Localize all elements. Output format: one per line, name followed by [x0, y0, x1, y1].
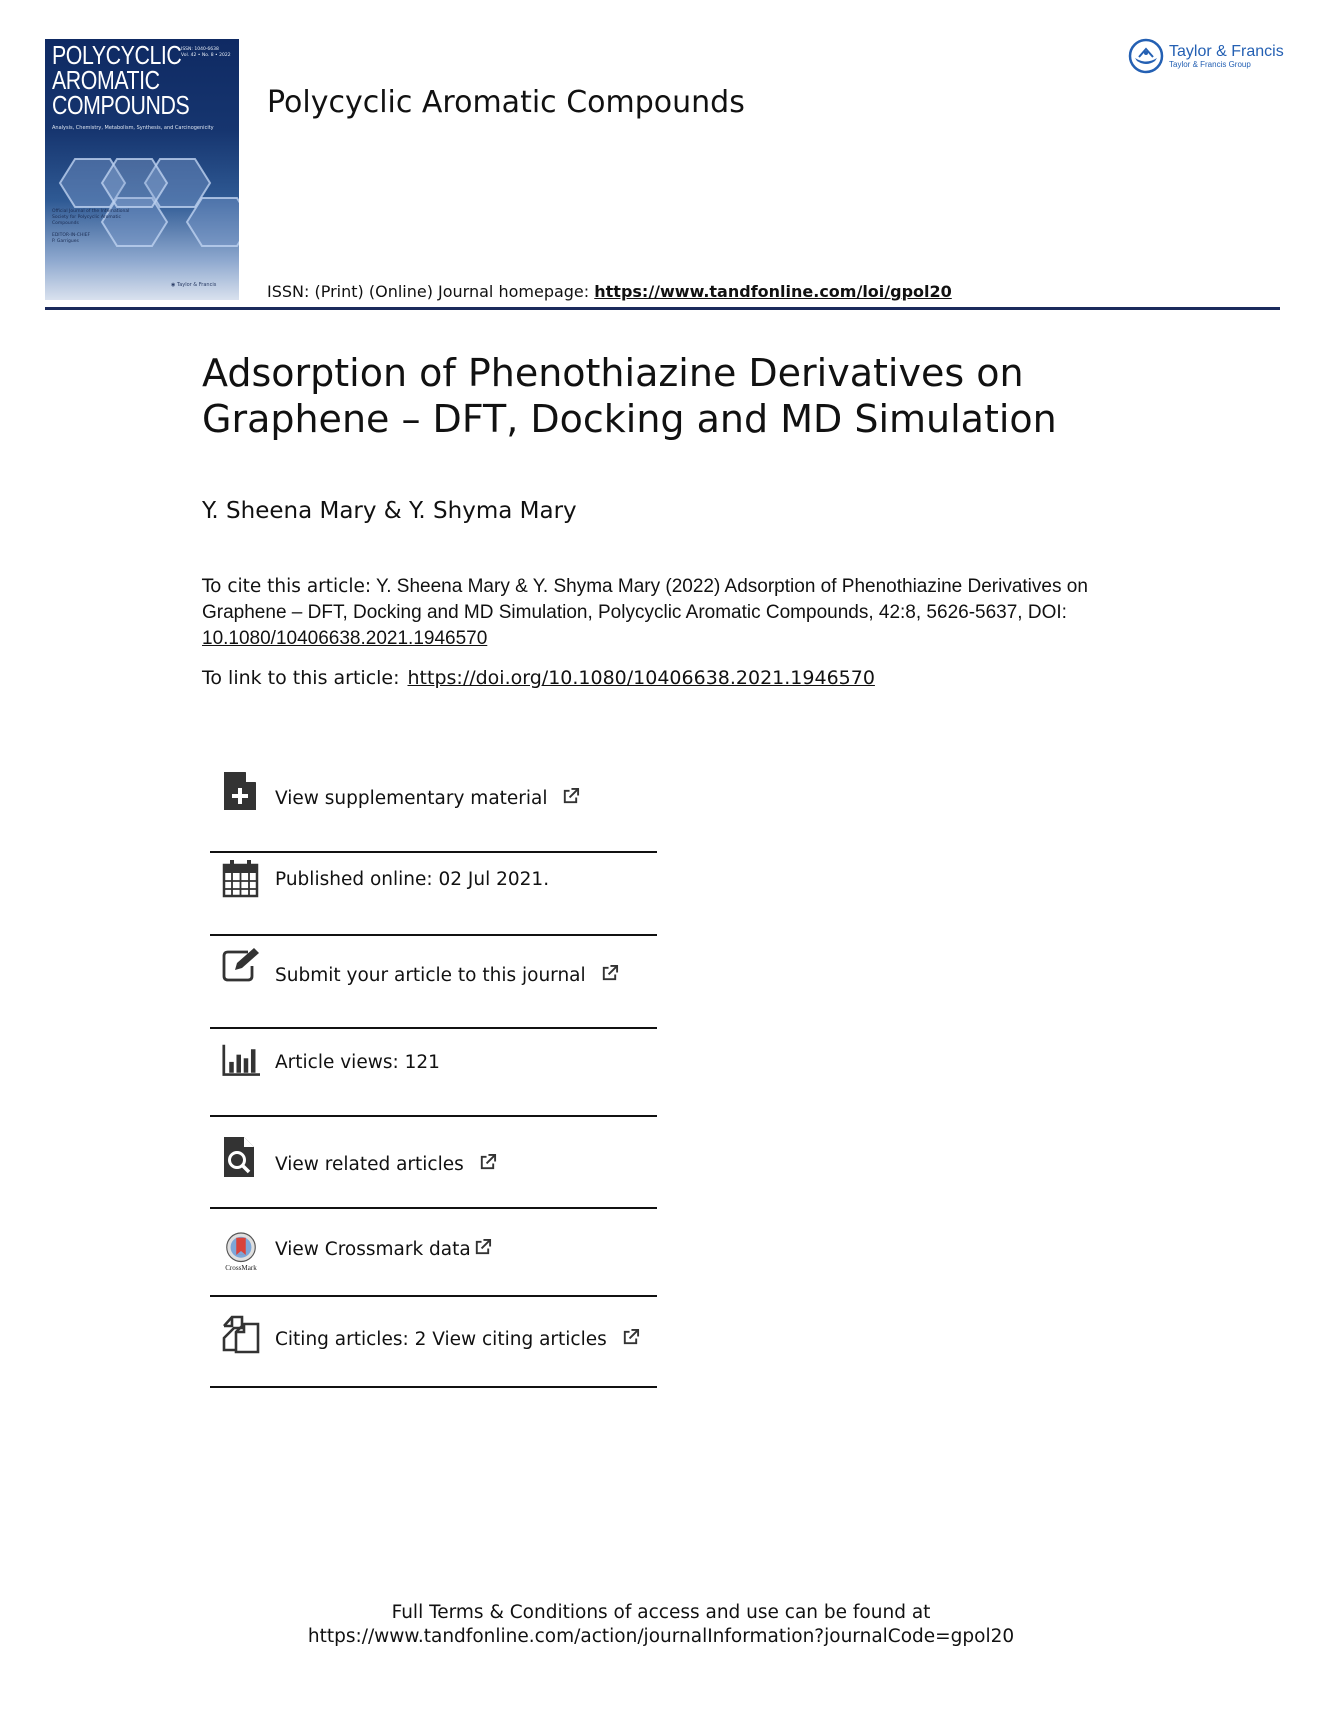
- cover-title-line: COMPOUNDS: [52, 90, 190, 120]
- publisher-name: Taylor & Francis: [1169, 43, 1284, 60]
- external-link-icon: [478, 1153, 497, 1172]
- header-divider: [45, 307, 1280, 310]
- cover-publisher-logo: ◉ Taylor & Francis: [171, 282, 217, 288]
- cite-doi-link[interactable]: 10.1080/10406638.2021.1946570: [202, 628, 488, 649]
- taylor-francis-logo: [1128, 38, 1284, 74]
- issn-line: [267, 282, 952, 301]
- cite-text: Y. Sheena Mary & Y. Shyma Mary (2022) Adsorption of Phenothiazine Derivatives on Graphene – DFT, Docking and MD Simulation, Polycyclic Aromatic Compounds, 42:8, 5626-5637, DOI:: [202, 576, 1088, 623]
- citing-articles-item[interactable]: [210, 1297, 657, 1388]
- item-label: View supplementary material: [275, 787, 580, 809]
- external-link-icon: [473, 1238, 492, 1257]
- item-label: Citing articles: 2 View citing articles: [275, 1328, 640, 1350]
- submit-article-item[interactable]: [210, 936, 657, 1029]
- edit-icon: [222, 946, 260, 986]
- article-link-line: [202, 667, 875, 689]
- crossmark-icon: [222, 1232, 260, 1272]
- related-articles-item[interactable]: [210, 1117, 657, 1209]
- footer-terms: [0, 1601, 1322, 1649]
- journal-name: Polycyclic Aromatic Compounds: [267, 85, 745, 120]
- crossmark-caption: CrossMark: [225, 1264, 257, 1272]
- cite-label: To cite this article:: [202, 576, 372, 597]
- journal-homepage-link[interactable]: https://www.tandfonline.com/loi/gpol20: [594, 282, 952, 301]
- hexagon-graphic: [45, 131, 239, 271]
- item-label: Article views: 121: [275, 1052, 440, 1073]
- taylor-francis-emblem-icon: [1128, 38, 1164, 74]
- calendar-icon: [222, 859, 260, 899]
- footer-url[interactable]: https://www.tandfonline.com/action/journalInformation?journalCode=gpol20: [307, 1626, 1015, 1647]
- publisher-group: Taylor & Francis Group: [1169, 60, 1251, 69]
- view-supplementary-item[interactable]: [210, 770, 657, 853]
- article-title: [202, 350, 1102, 442]
- copy-documents-icon: [222, 1314, 260, 1354]
- published-online-item: [210, 853, 657, 936]
- article-doi-link[interactable]: https://doi.org/10.1080/10406638.2021.1946570: [407, 667, 875, 689]
- issn-label: ISSN: (Print) (Online) Journal homepage:: [267, 282, 595, 301]
- cover-official-note: Official Journal of the International Society for Polycyclic Aromatic Compounds EDITOR-IN-CHIEF P. Garrigues: [52, 209, 130, 244]
- item-label: Submit your article to this journal: [275, 964, 619, 986]
- bar-chart-icon: [222, 1041, 260, 1081]
- article-title-line: Adsorption of Phenothiazine Derivatives on: [202, 351, 1024, 395]
- article-title-line: Graphene – DFT, Docking and MD Simulation: [202, 397, 1057, 441]
- cover-logo-icon: ◉: [171, 282, 176, 288]
- external-link-icon: [600, 964, 619, 983]
- footer-line: Full Terms & Conditions of access and use can be found at: [391, 1602, 931, 1623]
- journal-cover-image: [45, 39, 239, 300]
- external-link-icon: [561, 787, 580, 806]
- file-plus-icon: [222, 770, 260, 810]
- cover-title-line: POLYCYCLIC: [52, 40, 182, 70]
- crossmark-item[interactable]: [210, 1209, 657, 1297]
- cover-subtitle: Analysis, Chemistry, Metabolism, Synthesis, and Carcinogenicity: [52, 125, 214, 131]
- search-document-icon: [222, 1137, 260, 1177]
- cover-issn: ISSN: 1040-6638 Vol. 42 • No. 8 • 2022: [181, 47, 231, 58]
- link-label: To link to this article:: [202, 667, 400, 689]
- item-label: View Crossmark data: [275, 1238, 492, 1260]
- item-label: Published online: 02 Jul 2021.: [275, 869, 550, 890]
- article-authors: Y. Sheena Mary & Y. Shyma Mary: [202, 498, 577, 524]
- external-link-icon: [621, 1328, 640, 1347]
- cover-title-line: AROMATIC: [52, 65, 160, 95]
- item-label: View related articles: [275, 1153, 497, 1175]
- article-views-item: [210, 1029, 657, 1117]
- citation-block: [202, 574, 1102, 652]
